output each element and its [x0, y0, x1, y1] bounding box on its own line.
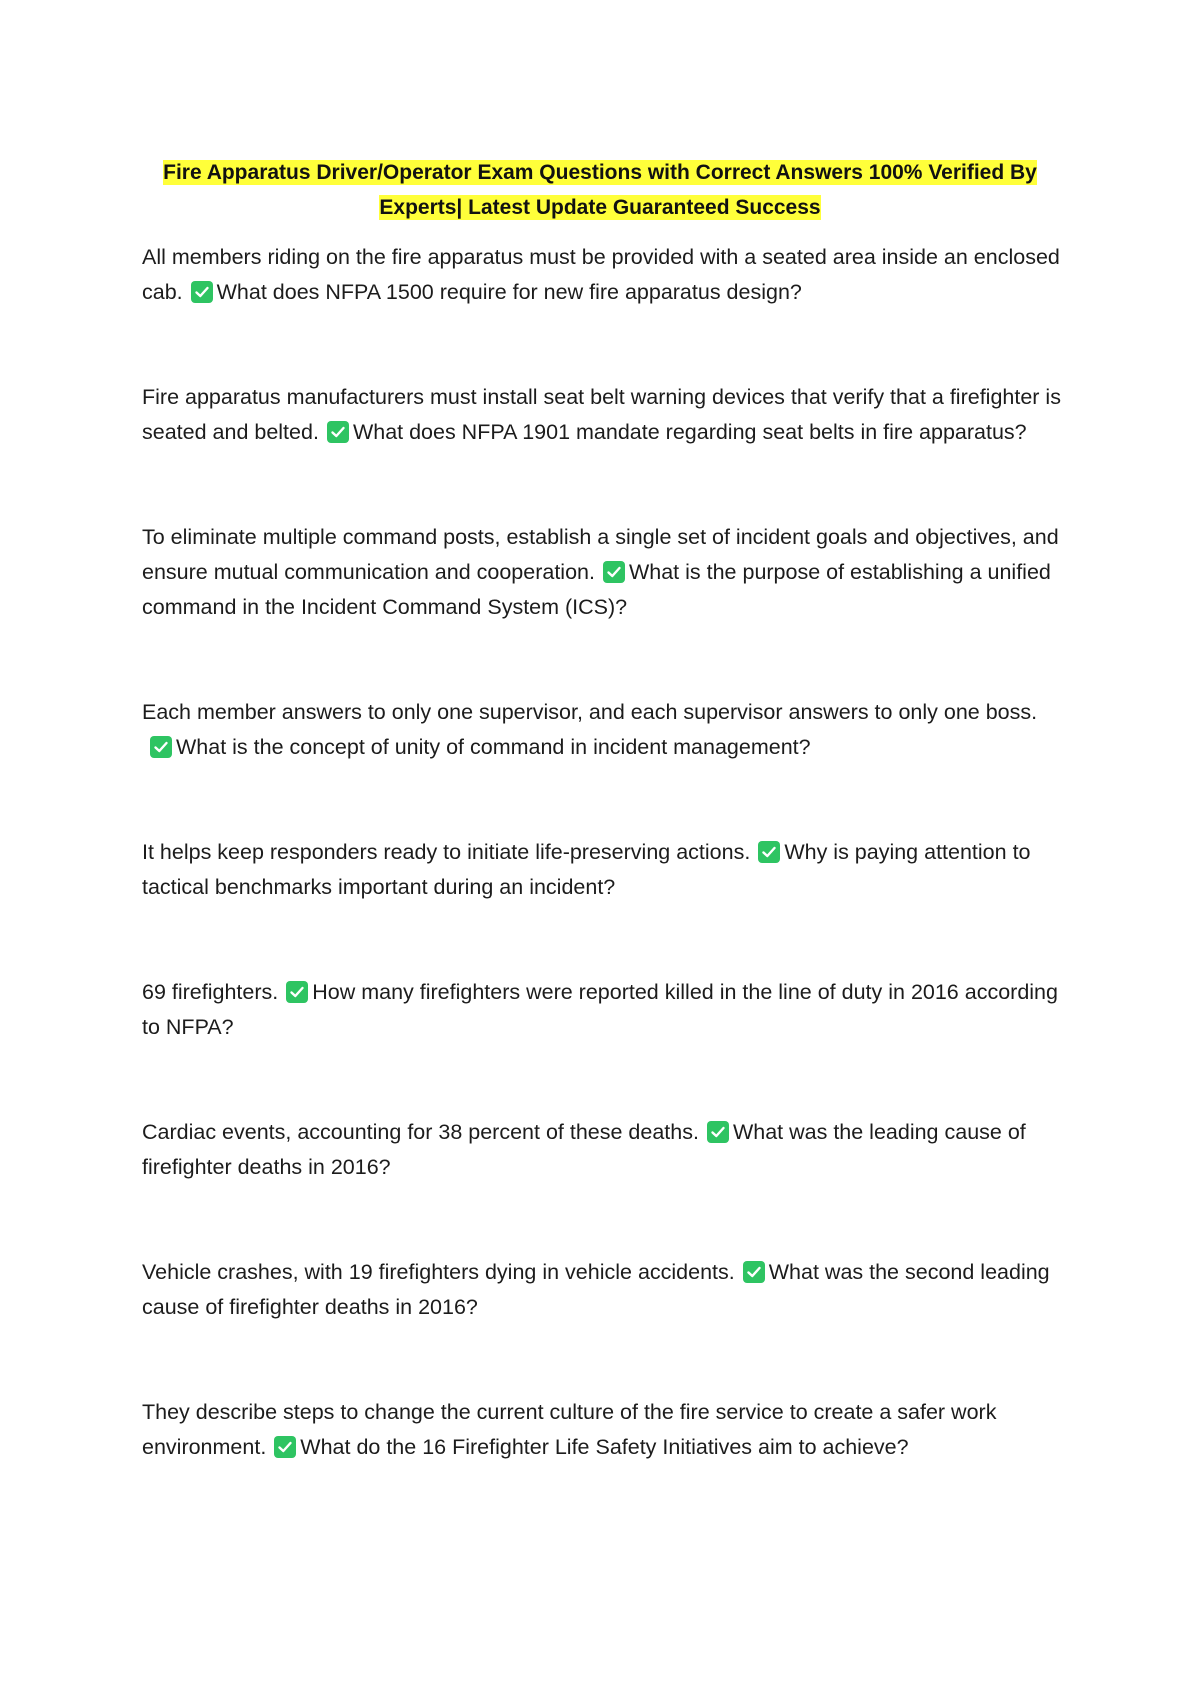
qa-item: [142, 240, 1067, 310]
question-text: How many firefighters were reported killed in the line of duty in 2016 according to NFPA?: [142, 980, 1058, 1039]
qa-item: [142, 380, 1067, 450]
qa-item: [142, 835, 1067, 905]
answer-text: They describe steps to change the current culture of the fire service to create a safer work environment.: [142, 1400, 997, 1459]
question-text: What do the 16 Firefighter Life Safety Initiatives aim to achieve?: [300, 1435, 909, 1459]
qa-item: [142, 695, 1067, 765]
document-title: [150, 155, 1050, 225]
answer-text: Cardiac events, accounting for 38 percent of these deaths.: [142, 1120, 699, 1144]
check-mark-icon: [274, 1436, 296, 1458]
check-mark-icon: [758, 841, 780, 863]
answer-text: It helps keep responders ready to initiate life-preserving actions.: [142, 840, 751, 864]
answer-text: Vehicle crashes, with 19 firefighters dying in vehicle accidents.: [142, 1260, 735, 1284]
check-mark-icon: [327, 421, 349, 443]
answer-text: 69 firefighters.: [142, 980, 279, 1004]
question-text: What is the concept of unity of command in incident management?: [176, 735, 811, 759]
qa-item: [142, 520, 1067, 625]
qa-item: [142, 1115, 1067, 1185]
check-mark-icon: [603, 561, 625, 583]
check-mark-icon: [743, 1261, 765, 1283]
check-mark-icon: [286, 981, 308, 1003]
check-mark-icon: [707, 1121, 729, 1143]
question-text: Why is paying attention to tactical benchmarks important during an incident?: [142, 840, 1031, 899]
answer-text: To eliminate multiple command posts, establish a single set of incident goals and objectives, and ensure mutual communication and cooperation.: [142, 525, 1059, 584]
question-text: What is the purpose of establishing a unified command in the Incident Command System (ICS)?: [142, 560, 1051, 619]
title-line-1: Fire Apparatus Driver/Operator Exam Questions with Correct Answers 100% Verified By: [163, 161, 1037, 184]
answer-text: All members riding on the fire apparatus must be provided with a seated area inside an enclosed cab.: [142, 245, 1060, 304]
check-mark-icon: [191, 281, 213, 303]
qa-item: [142, 1395, 1067, 1465]
answer-text: Each member answers to only one supervisor, and each supervisor answers to only one boss.: [142, 700, 1038, 724]
question-text: What was the leading cause of firefighter deaths in 2016?: [142, 1120, 1026, 1179]
title-line-2: Experts| Latest Update Guaranteed Success: [379, 196, 821, 219]
check-mark-icon: [150, 736, 172, 758]
question-text: What does NFPA 1500 require for new fire apparatus design?: [216, 280, 802, 304]
question-text: What was the second leading cause of firefighter deaths in 2016?: [142, 1260, 1050, 1319]
question-text: What does NFPA 1901 mandate regarding seat belts in fire apparatus?: [352, 420, 1027, 444]
qa-item: [142, 975, 1067, 1045]
qa-item: [142, 1255, 1067, 1325]
answer-text: Fire apparatus manufacturers must install seat belt warning devices that verify that a firefighter is seated and belted.: [142, 385, 1061, 444]
